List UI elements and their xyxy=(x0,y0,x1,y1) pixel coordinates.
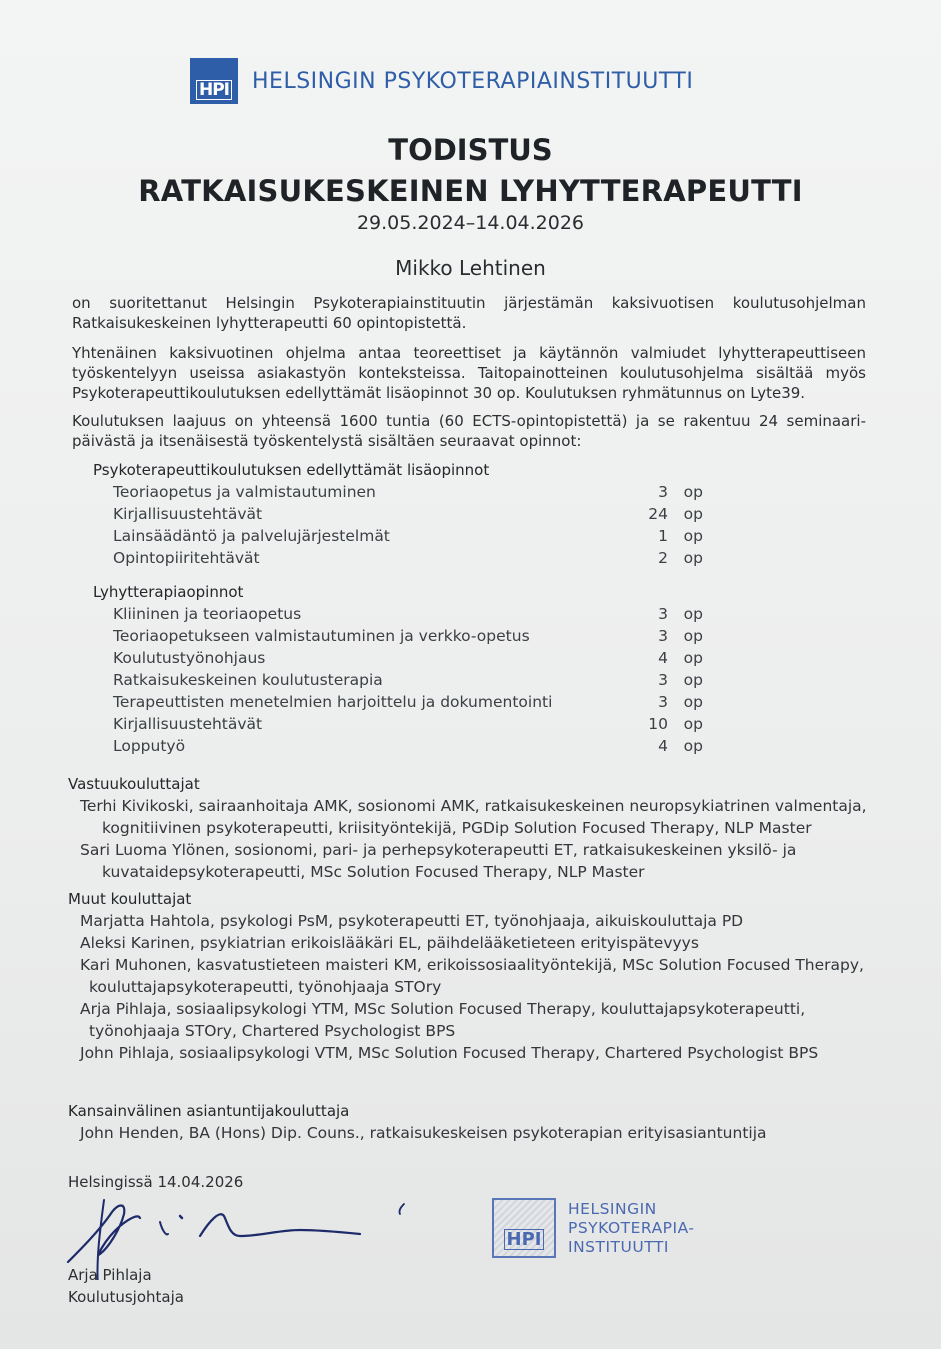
study-row xyxy=(113,715,703,737)
signer-name: Arja Pihlaja xyxy=(68,1266,152,1284)
study-credits: 3 xyxy=(658,483,668,501)
credit-unit: op xyxy=(683,605,703,623)
study-name: Terapeuttisten menetelmien harjoittelu ja dokumentointi xyxy=(113,693,553,711)
study-credits: 1 xyxy=(658,527,668,545)
hpi-logo xyxy=(190,58,238,104)
stamp-line: PSYKOTERAPIA- xyxy=(568,1218,695,1237)
study-row xyxy=(113,671,703,693)
trainer-line: kouluttajapsykoterapeutti, työnohjaaja STOry xyxy=(89,978,442,996)
study-name: Teoriaopetus ja valmistautuminen xyxy=(113,483,376,501)
study-row xyxy=(113,627,703,649)
study-credits: 3 xyxy=(658,693,668,711)
study-row xyxy=(113,505,703,527)
credit-unit: op xyxy=(683,649,703,667)
paragraph-line: työskentelyyn useissa asiakastyön konteksteissa. Taitopainotteinen koulutusohjelma sisältää myös xyxy=(72,364,866,382)
signer-block xyxy=(68,1264,184,1308)
stamp-line: HELSINGIN xyxy=(568,1199,657,1218)
study-name: Kirjallisuustehtävät xyxy=(113,505,263,523)
other-trainers-list xyxy=(80,910,864,1064)
study-name: Ratkaisukeskeinen koulutusterapia xyxy=(113,671,383,689)
study-credits: 3 xyxy=(658,627,668,645)
study-name: Opintopiiritehtävät xyxy=(113,549,260,567)
study-name: Koulutustyönohjaus xyxy=(113,649,266,667)
study-row xyxy=(113,605,703,627)
responsible-trainers-title: Vastuukouluttajat xyxy=(68,775,200,793)
study-row xyxy=(113,549,703,571)
stamp-logo-text: HPI xyxy=(504,1229,545,1250)
document-title: TODISTUS xyxy=(388,133,553,167)
study-credits: 24 xyxy=(648,505,668,523)
responsible-trainers-list xyxy=(80,795,867,883)
studies-section-title: Psykoterapeuttikoulutuksen edellyttämät lisäopinnot xyxy=(93,461,490,479)
institute-header xyxy=(190,56,693,106)
institute-name: HELSINGIN PSYKOTERAPIAINSTITUUTTI xyxy=(252,68,694,94)
trainer-line: Kari Muhonen, kasvatustieteen maisteri KM, erikoissosiaalityöntekijä, MSc Solution Focused Therapy, xyxy=(80,956,864,974)
trainer-line: Sari Luoma Ylönen, sosionomi, pari- ja perhepsykoterapeutti ET, ratkaisukeskeinen yksilö- ja xyxy=(80,841,797,859)
credit-unit: op xyxy=(683,549,703,567)
credit-unit: op xyxy=(683,737,703,755)
trainer-line: Marjatta Hahtola, psykologi PsM, psykoterapeutti ET, työnohjaaja, aikuiskouluttaja PD xyxy=(80,912,744,930)
study-name: Lainsäädäntö ja palvelujärjestelmät xyxy=(113,527,390,545)
credit-unit: op xyxy=(683,715,703,733)
place-and-date: Helsingissä 14.04.2026 xyxy=(68,1173,244,1191)
credit-unit: op xyxy=(683,671,703,689)
scope-paragraph xyxy=(72,411,866,451)
program-dates: 29.05.2024–14.04.2026 xyxy=(356,212,585,234)
trainer-line: kuvataidepsykoterapeutti, MSc Solution Focused Therapy, NLP Master xyxy=(102,863,645,881)
study-name: Lopputyö xyxy=(113,737,186,755)
study-row xyxy=(113,527,703,549)
program-title: RATKAISUKESKEINEN LYHYTTERAPEUTTI xyxy=(138,174,803,208)
logo-text: HPI xyxy=(196,80,232,100)
credit-unit: op xyxy=(683,527,703,545)
program-description-paragraph xyxy=(72,343,866,403)
study-credits: 3 xyxy=(658,671,668,689)
trainer-line: työnohjaaja STOry, Chartered Psychologist BPS xyxy=(89,1022,456,1040)
studies-section-title: Lyhytterapiaopinnot xyxy=(93,583,244,601)
paragraph-line: Koulutuksen laajuus on yhteensä 1600 tuntia (60 ECTS-opintopistettä) ja se rakentuu 24 seminaari- xyxy=(72,412,866,430)
trainer-line: John Pihlaja, sosiaalipsykologi VTM, MSc Solution Focused Therapy, Chartered Psychologist BPS xyxy=(80,1044,819,1062)
signer-title: Koulutusjohtaja xyxy=(68,1288,184,1306)
stamp-text xyxy=(568,1200,694,1257)
trainer-line: Terhi Kivikoski, sairaanhoitaja AMK, sosionomi AMK, ratkaisukeskeinen neuropsykiatrinen valmentaja, xyxy=(80,797,867,815)
trainer-line: Aleksi Karinen, psykiatrian erikoislääkäri EL, päihdelääketieteen erityispätevyys xyxy=(80,934,699,952)
stamp-logo xyxy=(492,1198,556,1258)
paragraph-line: on suoritettanut Helsingin Psykoterapiainstituutin järjestämän kaksivuotisen koulutusohjelman xyxy=(72,294,866,312)
study-row xyxy=(113,649,703,671)
study-row xyxy=(113,737,703,759)
paragraph-line: Ratkaisukeskeinen lyhytterapeutti 60 opintopistettä. xyxy=(72,314,467,332)
study-credits: 2 xyxy=(658,549,668,567)
credit-unit: op xyxy=(683,505,703,523)
recipient-name: Mikko Lehtinen xyxy=(395,256,546,280)
study-credits: 4 xyxy=(658,737,668,755)
study-name: Kirjallisuustehtävät xyxy=(113,715,263,733)
study-row xyxy=(113,483,703,505)
study-credits: 10 xyxy=(648,715,668,733)
credit-unit: op xyxy=(683,483,703,501)
other-trainers-title: Muut kouluttajat xyxy=(68,890,192,908)
trainer-line: kognitiivinen psykoterapeutti, kriisityöntekijä, PGDip Solution Focused Therapy, NLP Master xyxy=(102,819,812,837)
study-credits: 4 xyxy=(658,649,668,667)
institute-stamp xyxy=(492,1198,694,1258)
paragraph-line: päivästä ja itsenäisestä työskentelystä sisältäen seuraavat opinnot: xyxy=(72,432,582,450)
stamp-line: INSTITUUTTI xyxy=(568,1237,669,1256)
paragraph-line: Psykoterapeuttikoulutuksen edellyttämät lisäopinnot 30 op. Koulutuksen ryhmätunnus on Lyte39. xyxy=(72,384,806,402)
trainer-line: Arja Pihlaja, sosiaalipsykologi YTM, MSc Solution Focused Therapy, kouluttajapsykoterapeutti, xyxy=(80,1000,806,1018)
study-name: Kliininen ja teoriaopetus xyxy=(113,605,302,623)
credit-unit: op xyxy=(683,693,703,711)
international-trainer-title: Kansainvälinen asiantuntijakouluttaja xyxy=(68,1102,350,1120)
paragraph-line: Yhtenäinen kaksivuotinen ohjelma antaa teoreettiset ja käytännön valmiudet lyhytterapeuttiseen xyxy=(72,344,866,362)
credit-unit: op xyxy=(683,627,703,645)
international-trainer-line: John Henden, BA (Hons) Dip. Couns., ratkaisukeskeisen psykoterapian erityisasiantuntija xyxy=(80,1124,767,1142)
completion-paragraph xyxy=(72,293,866,333)
study-credits: 3 xyxy=(658,605,668,623)
study-name: Teoriaopetukseen valmistautuminen ja verkko-opetus xyxy=(113,627,530,645)
study-row xyxy=(113,693,703,715)
